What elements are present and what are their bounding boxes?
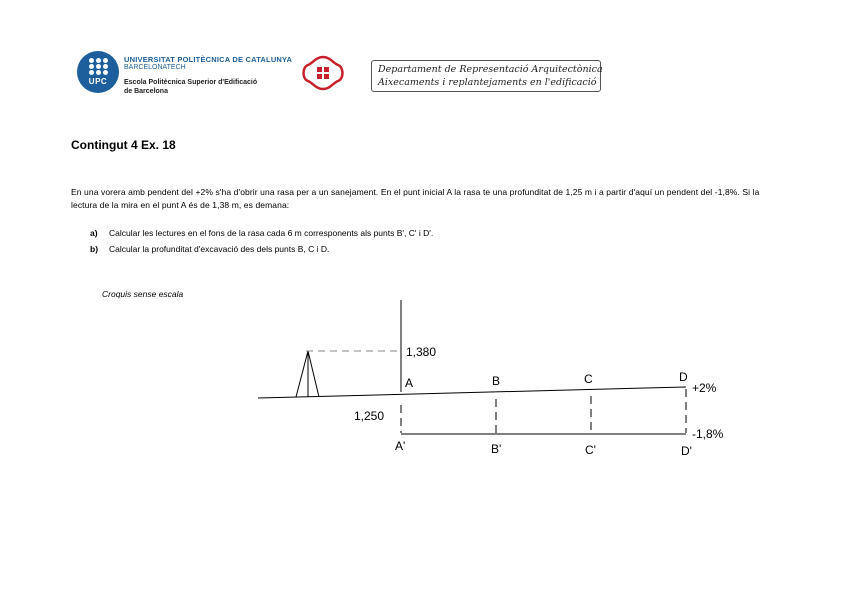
point-c-prime-label: C' xyxy=(585,443,596,457)
point-d-label: D xyxy=(679,370,688,384)
question-b-label: b) xyxy=(90,244,99,254)
point-d-prime-label: D' xyxy=(681,444,692,458)
point-c-label: C xyxy=(584,372,593,386)
point-b-prime-label: B' xyxy=(491,442,502,456)
depth-label: 1,250 xyxy=(354,409,385,423)
point-a-prime-label: A' xyxy=(395,439,406,453)
university-subtitle: BARCELONATECH xyxy=(124,64,186,71)
problem-statement: En una vorera amb pendent del +2% s'ha d'obrir una rasa per a un sanejament. En el punt inicial A la rasa te una profunditat de 1,25 m i a partir d'aquí un pendent del -1,8%. Si la lectura de la mira en el punt A és de 1,38 m, es demana: xyxy=(71,187,760,210)
university-name: UNIVERSITAT POLITÈCNICA DE CATALUNYA xyxy=(124,55,293,64)
staff-reading-label: 1,380 xyxy=(406,345,437,359)
department-name: Departament de Representació Arquitectònica xyxy=(378,64,603,75)
sketch-caption: Croquis sense escala xyxy=(102,289,184,299)
level-tripod-icon xyxy=(296,351,319,397)
exercise-title: Contingut 4 Ex. 18 xyxy=(71,138,176,152)
question-a-label: a) xyxy=(90,228,98,238)
department-subtitle: Aixecaments i replantejaments en l'edificació xyxy=(378,77,597,88)
school-name-line1: Escola Politècnica Superior d'Edificació xyxy=(124,79,258,86)
question-b-text: Calcular la profunditat d'excavació des dels punts B, C i D. xyxy=(109,244,330,254)
sidewalk-surface-line xyxy=(258,387,686,398)
upc-logo-text: UPC xyxy=(88,77,108,86)
school-name-line2: de Barcelona xyxy=(124,88,168,95)
surface-slope-label: +2% xyxy=(692,381,717,395)
point-b-label: B xyxy=(492,374,501,388)
question-a-text: Calcular les lectures en el fons de la rasa cada 6 m corresponents als punts B', C' i D'. xyxy=(109,228,434,238)
trench-slope-label: -1,8% xyxy=(692,427,724,441)
point-a-label: A xyxy=(405,376,414,390)
